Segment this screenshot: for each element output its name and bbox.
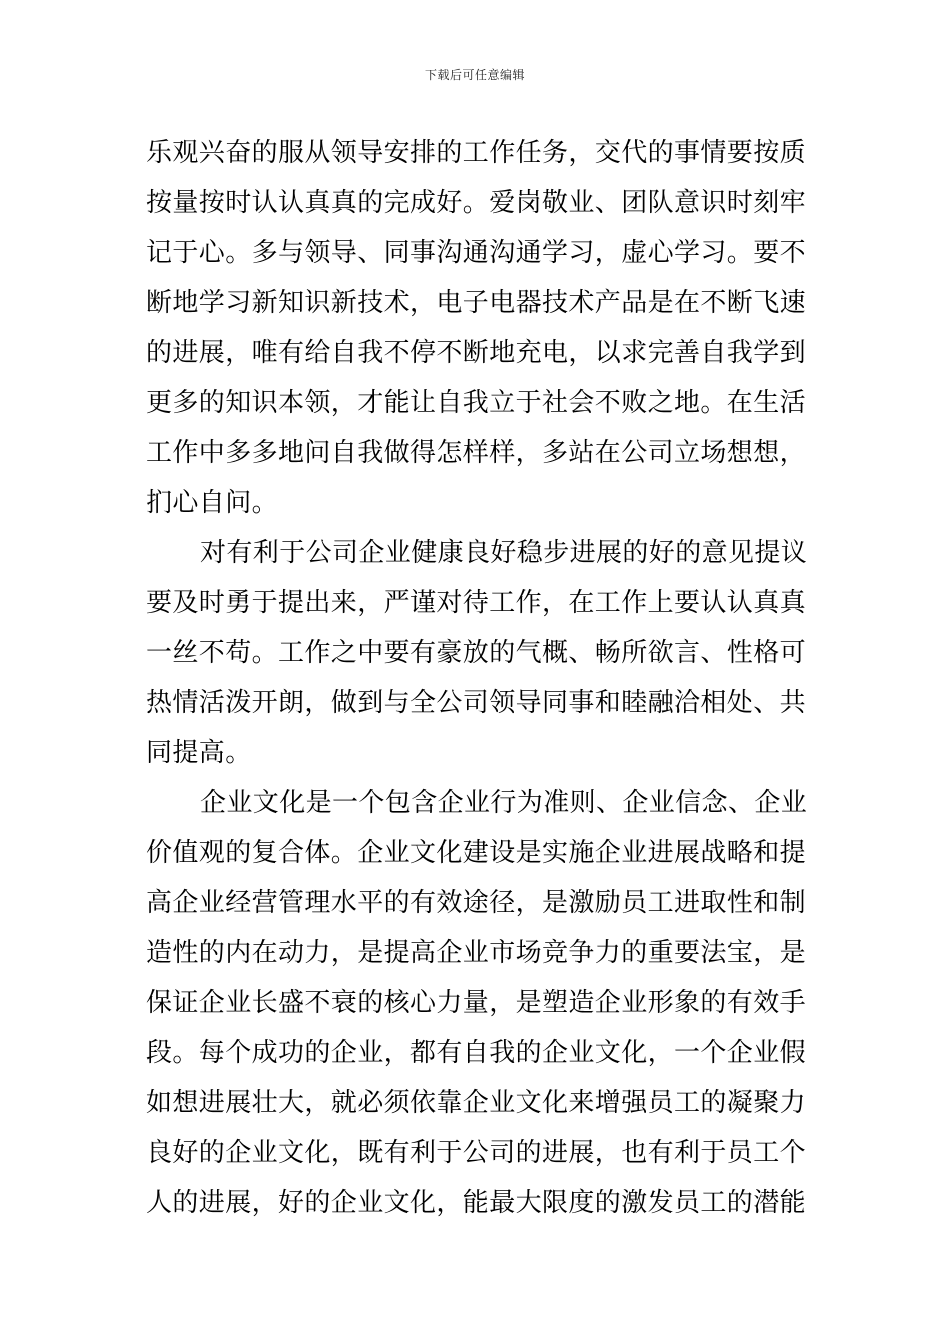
paragraph-3 — [146, 778, 810, 1228]
text-line: 按量按时认认真真的完成好。爱岗敬业、团队意识时刻牢 — [146, 188, 807, 218]
text-line: 一丝不苟。工作之中要有豪放的气概、畅所欲言、性格可 — [146, 638, 807, 668]
text-line: 要及时勇于提出来，严谨对待工作，在工作上要认认真真 — [146, 588, 807, 618]
paragraph-1 — [146, 128, 810, 528]
text-line: 同提高。 — [146, 738, 252, 768]
header-note: 下载后可任意编辑 — [424, 68, 525, 82]
text-line: 扪心自问。 — [146, 488, 279, 518]
text-line: 热情活泼开朗，做到与全公司领导同事和睦融洽相处、共 — [146, 688, 807, 718]
text-line: 企业文化是一个包含企业行为准则、企业信念、企业 — [200, 788, 808, 818]
text-line: 对有利于公司企业健康良好稳步进展的好的意见提议 — [200, 538, 808, 568]
text-line: 乐观兴奋的服从领导安排的工作任务，交代的事情要按质 — [146, 138, 807, 168]
paragraph-2 — [146, 528, 810, 778]
text-line: 如想进展壮大，就必须依靠企业文化来增强员工的凝聚力 — [146, 1088, 807, 1118]
text-line: 造性的内在动力，是提高企业市场竞争力的重要法宝，是 — [146, 938, 807, 968]
text-line: 高企业经营管理水平的有效途径，是激励员工进取性和制 — [146, 888, 807, 918]
text-line: 断地学习新知识新技术，电子电器技术产品是在不断飞速 — [146, 288, 807, 318]
text-line: 更多的知识本领，才能让自我立于社会不败之地。在生活 — [146, 388, 807, 418]
text-line: 工作中多多地问自我做得怎样样，多站在公司立场想想， — [146, 438, 807, 468]
text-line: 人的进展，好的企业文化，能最大限度的激发员工的潜能 — [146, 1188, 807, 1218]
body-text — [146, 128, 810, 1228]
text-line: 良好的企业文化，既有利于公司的进展，也有利于员工个 — [146, 1138, 807, 1168]
text-line: 价值观的复合体。企业文化建设是实施企业进展战略和提 — [146, 838, 807, 868]
text-line: 段。每个成功的企业，都有自我的企业文化，一个企业假 — [146, 1038, 807, 1068]
text-line: 记于心。多与领导、同事沟通沟通学习，虚心学习。要不 — [146, 238, 807, 268]
text-line: 保证企业长盛不衰的核心力量，是塑造企业形象的有效手 — [146, 988, 807, 1018]
text-line: 的进展，唯有给自我不停不断地充电，以求完善自我学到 — [146, 338, 807, 368]
